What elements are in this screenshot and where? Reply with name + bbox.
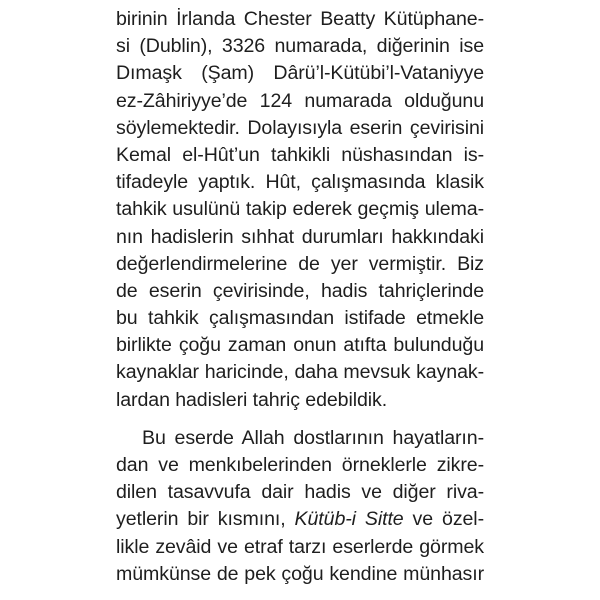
- text-line: Kemal el-Hût’un tahkikli nüshasından is-: [116, 143, 484, 166]
- text-line: kaynaklar haricinde, daha mevsuk kaynak-: [116, 361, 484, 384]
- text-line: ez-Zâhiriyye’de 124 numarada olduğunu: [116, 89, 484, 112]
- document-page: [116, 6, 484, 588]
- text-line: birinin İrlanda Chester Beatty Kütüphane-: [116, 8, 484, 30]
- text-line-with-italic: [116, 506, 484, 533]
- text-line: değerlendirmelerine de yer vermiştir. Biz: [116, 252, 484, 275]
- text-line: lardan hadisleri tahriç edebildik.: [116, 388, 388, 411]
- text-line: tifadeyle yaptık. Hût, çalışmasında klasik: [116, 171, 484, 194]
- text-line: Bu eserde Allah dostlarının hayatların-: [142, 426, 484, 449]
- text-run: yetlerin bir kısmını,: [116, 508, 295, 531]
- text-line: tahkik usulünü takip ederek geçmiş ulema-: [116, 198, 484, 221]
- text-line: de eserin çevirisinde, hadis tahriçlerinde: [116, 279, 484, 302]
- book-title-italic: Kütüb-i Sitte: [294, 508, 404, 531]
- text-line: bu tahkik çalışmasından istifade etmekle: [116, 307, 484, 330]
- paragraph-1: [116, 6, 484, 414]
- text-line: si (Dublin), 3326 numarada, diğerinin ise: [116, 35, 484, 58]
- paragraph-2: [116, 425, 484, 588]
- text-line: birlikte çoğu zaman onun atıfta bulunduğu: [116, 334, 484, 357]
- text-line: dilen tasavvufa dair hadis ve diğer riva-: [116, 481, 484, 504]
- text-line: mümkünse de pek çoğu kendine münhasır: [116, 562, 484, 585]
- text-run: ve özel-: [403, 508, 484, 531]
- text-line: dan ve menkıbelerinden örneklerle zikre-: [116, 454, 484, 476]
- text-line: Dımaşk (Şam) Dârü’l-Kütübi’l-Vataniyye: [116, 62, 484, 85]
- text-line: nın hadislerin sıhhat durumları hakkındaki: [116, 225, 484, 248]
- text-line: likle zevâid ve etraf tarzı eserlerde görmek: [116, 535, 484, 558]
- text-line: söylemektedir. Dolayısıyla eserin çevirisini: [116, 116, 484, 139]
